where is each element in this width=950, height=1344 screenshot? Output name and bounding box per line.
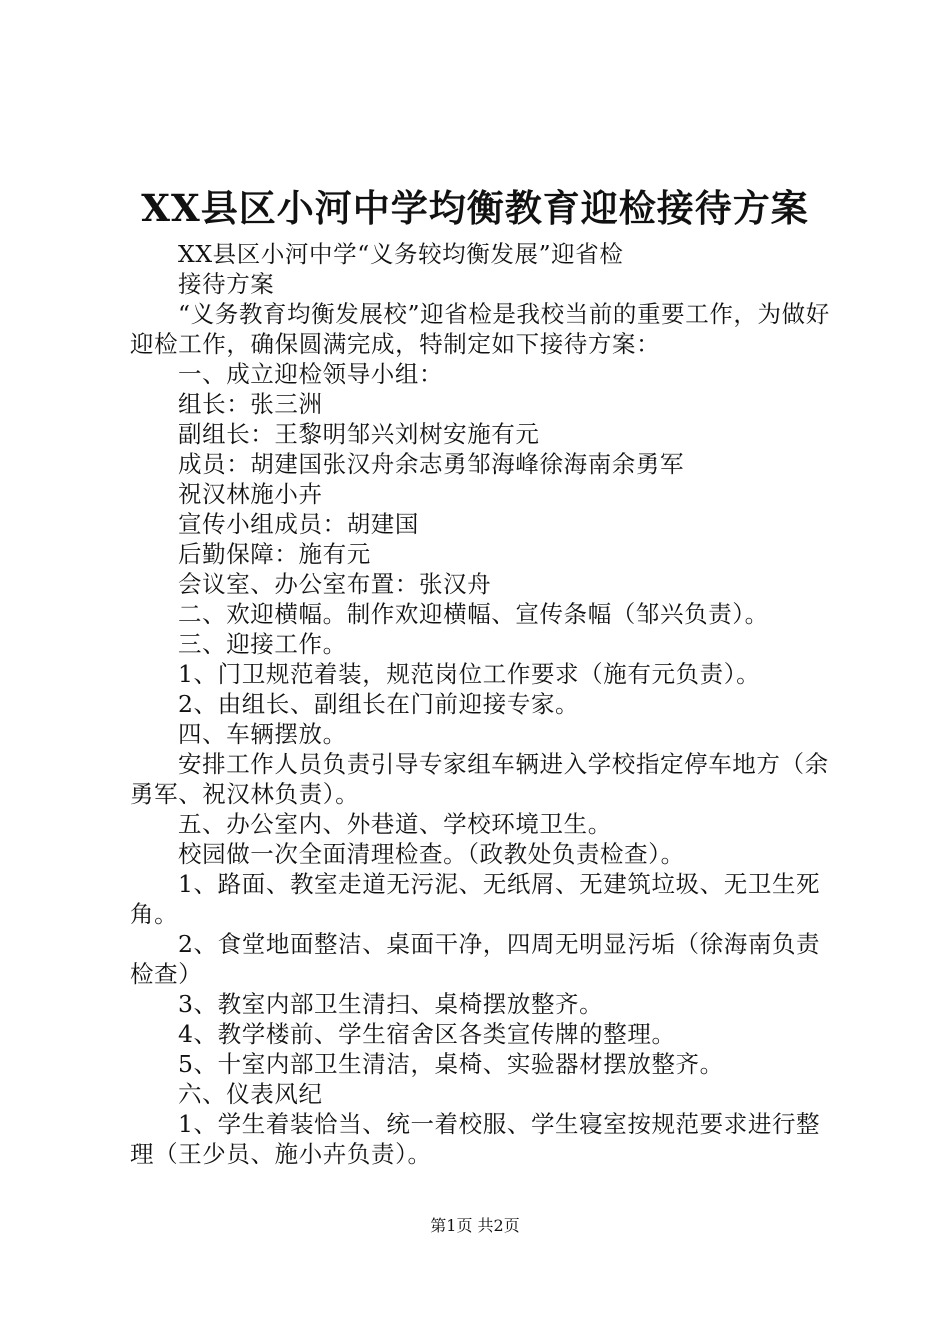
- paragraph: 2、由组长、副组长在门前迎接专家。: [178, 690, 580, 718]
- paragraph: 接待方案: [178, 270, 275, 298]
- paragraph: 校园做一次全面清理检查。（政教处负责检查）。: [178, 840, 685, 868]
- paragraph: 1、学生着装恰当、统一着校服、学生寝室按规范要求进行整理（王少员、施小卉负责）。: [130, 1110, 821, 1168]
- paragraph: “义务教育均衡发展校”迎省检是我校当前的重要工作，为做好迎检工作，确保圆满完成，特制定如下接待方案：: [130, 300, 830, 358]
- paragraph: 2、食堂地面整洁、桌面干净，四周无明显污垢（徐海南负责检查）: [130, 930, 821, 988]
- paragraph: 后勤保障：施有元: [178, 540, 371, 568]
- paragraph: 三、迎接工作。: [178, 630, 347, 658]
- paragraph: 4、教学楼前、学生宿舍区各类宣传牌的整理。: [178, 1020, 676, 1048]
- paragraph: 四、车辆摆放。: [178, 720, 347, 748]
- paragraph: 1、门卫规范着装，规范岗位工作要求（施有元负责）。: [178, 660, 761, 688]
- paragraph: 二、欢迎横幅。制作欢迎横幅、宣传条幅（邹兴负责）。: [178, 600, 769, 628]
- paragraph: 会议室、办公室布置：张汉舟: [178, 570, 492, 598]
- paragraph: 1、路面、教室走道无污泥、无纸屑、无建筑垃圾、无卫生死角。: [130, 870, 821, 928]
- paragraph: 5、十室内部卫生清洁，桌椅、实验器材摆放整齐。: [178, 1050, 724, 1078]
- document-body: [130, 239, 835, 1169]
- paragraph: 组长：张三洲: [178, 390, 323, 418]
- document-title: XX县区小河中学均衡教育迎检接待方案: [141, 186, 809, 230]
- paragraph: 副组长：王黎明邹兴刘树安施有元: [178, 420, 540, 448]
- paragraph: 祝汉林施小卉: [178, 480, 323, 508]
- paragraph: 3、教室内部卫生清扫、桌椅摆放整齐。: [178, 990, 604, 1018]
- paragraph: 成员：胡建国张汉舟余志勇邹海峰徐海南余勇军: [178, 450, 685, 478]
- paragraph: 五、办公室内、外巷道、学校环境卫生。: [178, 810, 612, 838]
- page-footer: 第1页 共2页: [430, 1216, 520, 1235]
- paragraph: 安排工作人员负责引导专家组车辆进入学校指定停车地方（余勇军、祝汉林负责）。: [130, 750, 829, 808]
- paragraph: 六、仪表风纪: [178, 1080, 323, 1108]
- paragraph: 宣传小组成员：胡建国: [178, 510, 419, 538]
- paragraph: XX县区小河中学“义务较均衡发展”迎省检: [178, 240, 624, 268]
- paragraph: 一、成立迎检领导小组：: [178, 360, 444, 388]
